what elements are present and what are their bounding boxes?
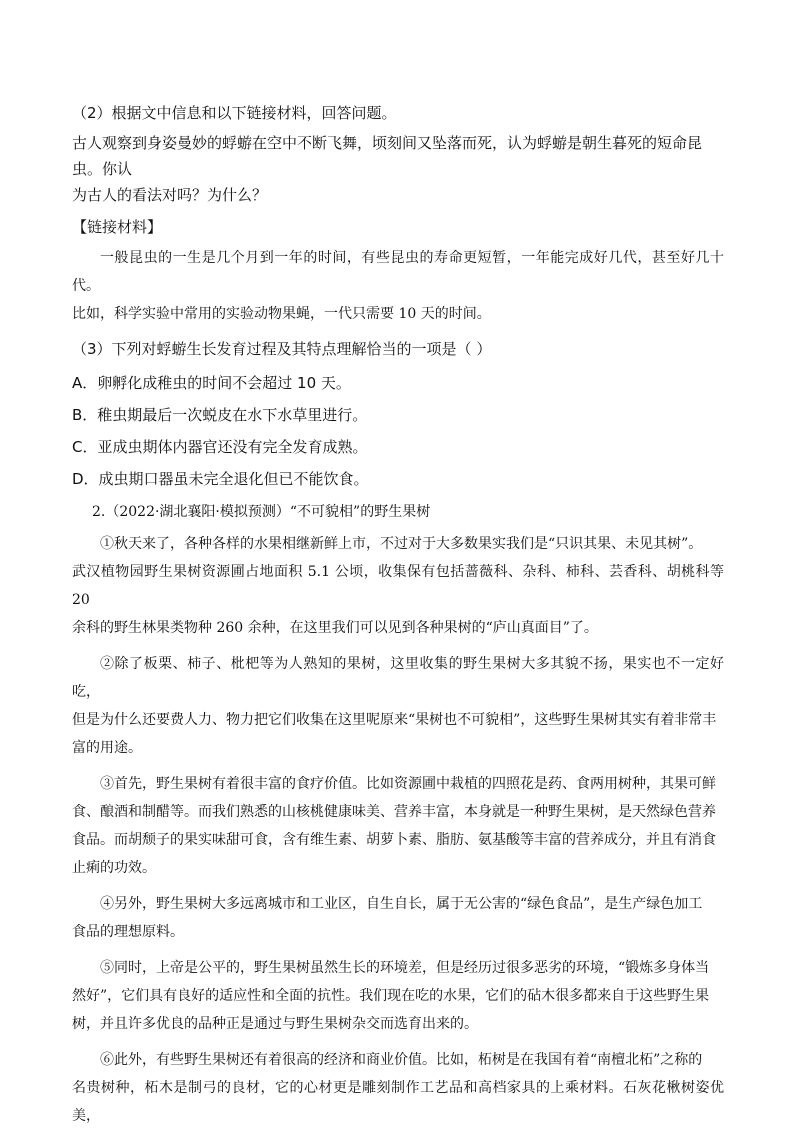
paragraph-line: 止痢的功效。: [72, 860, 156, 876]
link-material-line-2: 比如，科学实验中常用的实验动物果蝇，一代只需要 10 天的时间。: [72, 306, 491, 322]
paragraph-line: 余科的野生林果类物种 260 余种，在这里我们可以见到各种果树的“庐山真面目”了。: [72, 620, 598, 636]
link-material-title: 【链接材料】: [72, 218, 163, 236]
paragraph-line: 名贵树种，柘木是制弓的良材，它的心材更是雕刻制作工艺品和高档家具的上乘材料。石灰花楸树姿优美，: [72, 1080, 724, 1124]
paragraph-line: ④另外，野生果树大多远离城市和工业区，自生自长，属于无公害的“绿色食品”，是生产绿色加工: [100, 896, 703, 912]
paragraph-line: ⑤同时，上帝是公平的，野生果树虽然生长的环境差，但是经历过很多恶劣的环境，“锻炼多身体当: [100, 960, 710, 976]
option-d: D．成虫期口器虽未完全退化但已不能饮食。: [72, 470, 369, 488]
option-b: B．稚虫期最后一次蜕皮在水下水草里进行。: [72, 406, 368, 424]
paragraph-line: 然好”，它们具有良好的适应性和全面的抗性。我们现在吃的水果，它们的砧木很多都来自于这些野生果: [72, 988, 710, 1004]
article-paragraph-1: [72, 530, 724, 642]
paragraph-line: ③首先，野生果树有着很丰富的食疗价值。比如资源圃中栽植的四照花是药、食两用树种，其果可鲜: [100, 776, 716, 792]
article-paragraph-6: [72, 1046, 724, 1130]
option-a: A．卵孵化成稚虫的时间不会超过 10 天。: [72, 374, 351, 392]
question-2-body-line-1: 古人观察到身姿曼妙的蜉蝣在空中不断飞舞，顷刻间又坠落而死，认为蜉蝣是朝生暮死的短命昆虫。你认: [72, 134, 703, 178]
document-page: [72, 100, 724, 1138]
paragraph-line: 树，并且许多优良的品种正是通过与野生果树杂交而选育出来的。: [72, 1016, 478, 1032]
paragraph-line: 食、酿酒和制醋等。而我们熟悉的山核桃健康味美、营养丰富，本身就是一种野生果树，是天然绿色营养: [72, 804, 716, 820]
article-paragraph-5: [72, 954, 724, 1038]
paragraph-line: ②除了板栗、柿子、枇杷等为人熟知的果树，这里收集的野生果树大多其貌不扬，果实也不一定好吃，: [72, 656, 724, 700]
option-c: C．亚成虫期体内器官还没有完全发育成熟。: [72, 438, 368, 456]
article-paragraph-4: [72, 890, 724, 946]
article-paragraph-2: [72, 650, 724, 762]
paragraph-line: 食品。而胡颓子的果实味甜可食，含有维生素、胡萝卜素、脂肪、氨基酸等丰富的营养成分，并且有消食: [72, 832, 716, 848]
paragraph-line: 武汉植物园野生果树资源圃占地面积 5.1 公顷，收集保有包括蔷薇科、杂科、柿科、芸香科、胡桃科等 20: [72, 564, 724, 608]
paragraph-line: 富的用途。: [72, 740, 142, 756]
paragraph-line: ①秋天来了，各种各样的水果相继新鲜上市，不过对于大多数果实我们是“只识其果、未见其树”。: [100, 536, 703, 552]
article-paragraph-3: [72, 770, 724, 882]
question-2-body-line-2: 为古人的看法对吗？为什么？: [72, 186, 268, 204]
paragraph-line: ⑥此外，有些野生果树还有着很高的经济和商业价值。比如，柘树是在我国有着“南檀北柘”之称的: [100, 1052, 703, 1068]
question-3-prompt: （3）下列对蜉蝣生长发育过程及其特点理解恰当的一项是（ ）: [72, 340, 492, 358]
paragraph-line: 但是为什么还要费人力、物力把它们收集在这里呢原来“果树也不可貌相”，这些野生果树其实有着非常丰: [72, 712, 717, 728]
link-material-line-1: 一般昆虫的一生是几个月到一年的时间，有些昆虫的寿命更短暂，一年能完成好几代，甚至好几十代。: [72, 250, 724, 294]
article-title: 2.（2022·湖北襄阳·模拟预测）“不可貌相”的野生果树: [92, 504, 431, 520]
question-2-prompt: （2）根据文中信息和以下链接材料，回答问题。: [72, 104, 397, 122]
paragraph-line: 食品的理想原料。: [72, 924, 184, 940]
